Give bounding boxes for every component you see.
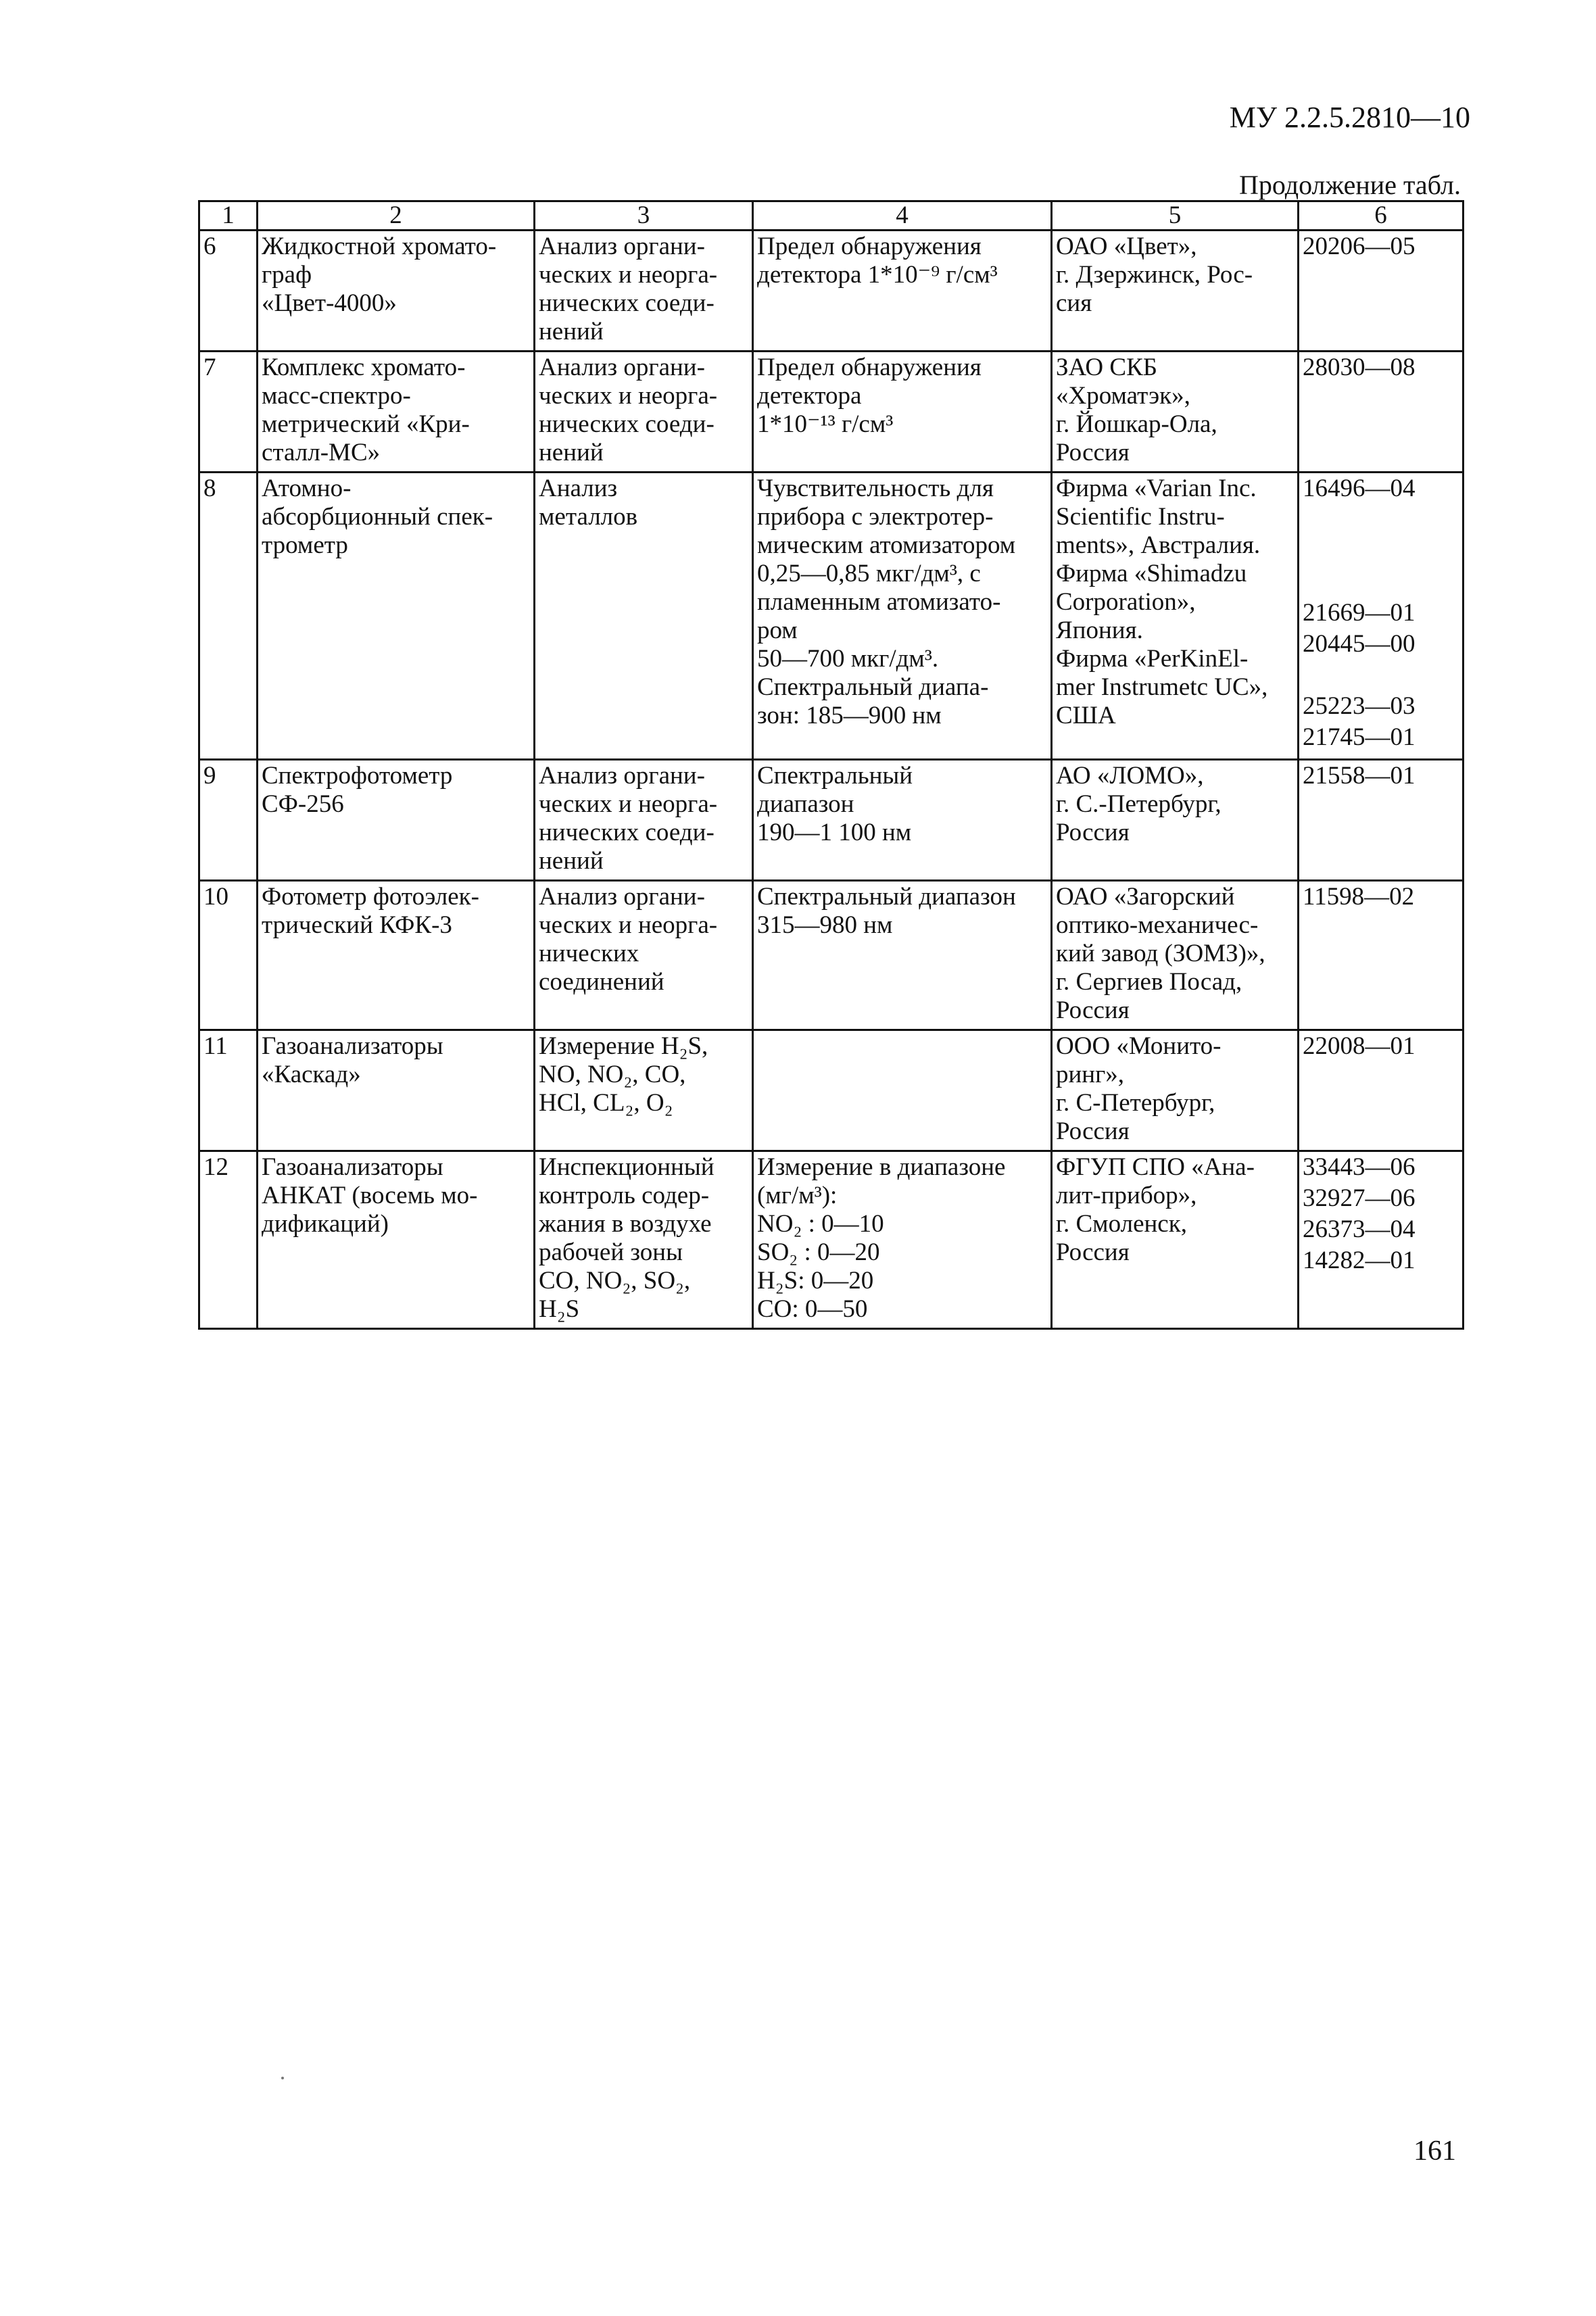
registration-number-cell bbox=[1299, 1030, 1464, 1151]
cell-line: ринг», bbox=[1056, 1061, 1125, 1088]
manufacturer-cell bbox=[1052, 1030, 1299, 1151]
cell-line: Предел обнаружения bbox=[757, 354, 982, 381]
cell-line: ments», Австралия. bbox=[1056, 531, 1261, 559]
table-row bbox=[199, 1151, 1464, 1329]
registration-number-cell bbox=[1299, 473, 1464, 760]
column-header: 1 bbox=[199, 201, 258, 231]
purpose-cell bbox=[535, 1030, 753, 1151]
cell-line: кий завод (ЗОМЗ)», bbox=[1056, 940, 1265, 967]
row-number-cell: 12 bbox=[199, 1151, 258, 1329]
cell-line: Фирма «PerKinEl- bbox=[1056, 645, 1249, 673]
cell-line: Инспекционный bbox=[539, 1153, 715, 1181]
cell-line: ОАО «Загорский bbox=[1056, 883, 1235, 911]
cell-line: г. Сергиев Посад, bbox=[1056, 968, 1242, 996]
registration-number-cell bbox=[1299, 881, 1464, 1030]
row-number-cell: 10 bbox=[199, 881, 258, 1030]
cell-line: Анализ органи- bbox=[539, 233, 705, 260]
cell-line bbox=[1303, 537, 1459, 565]
cell-line: абсорбционный спек- bbox=[262, 503, 493, 531]
cell-line: Измерение в диапазоне bbox=[757, 1153, 1006, 1181]
instrument-name-cell bbox=[258, 760, 535, 881]
cell-line: H₂S bbox=[539, 1295, 580, 1323]
cell-line: 20445—00 bbox=[1303, 630, 1416, 658]
cell-line: Жидкостной хромато- bbox=[262, 233, 497, 260]
cell-line: г. Йошкар-Ола, bbox=[1056, 410, 1217, 438]
cell-line: Предел обнаружения bbox=[757, 233, 982, 260]
row-number-cell: 8 bbox=[199, 473, 258, 760]
cell-line bbox=[1303, 506, 1459, 534]
cell-line: 33443—06 bbox=[1303, 1153, 1416, 1181]
document-code: МУ 2.2.5.2810—10 bbox=[1229, 101, 1470, 134]
cell-line: 0,25—0,85 мкг/дм³, с bbox=[757, 560, 981, 587]
cell-line: Анализ bbox=[539, 475, 618, 502]
cell-line: г. С.-Петербург, bbox=[1056, 790, 1222, 818]
registration-number-cell bbox=[1299, 231, 1464, 352]
cell-line: СФ-256 bbox=[262, 790, 344, 818]
specification-cell bbox=[753, 760, 1052, 881]
specification-cell bbox=[753, 881, 1052, 1030]
instrument-name-cell bbox=[258, 881, 535, 1030]
cell-line bbox=[1303, 568, 1459, 596]
instrument-name-cell bbox=[258, 1151, 535, 1329]
cell-line: пламенным атомизато- bbox=[757, 588, 1001, 616]
cell-line: Япония. bbox=[1056, 617, 1143, 644]
cell-line: 21745—01 bbox=[1303, 723, 1416, 751]
cell-line: граф bbox=[262, 261, 312, 289]
cell-line: детектора bbox=[757, 382, 862, 410]
cell-line: АНКАТ (восемь мо- bbox=[262, 1182, 478, 1209]
cell-line: Фирма «Shimadzu bbox=[1056, 560, 1247, 587]
manufacturer-cell bbox=[1052, 352, 1299, 473]
cell-line: Россия bbox=[1056, 819, 1130, 846]
table-continuation-label: Продолжение табл. bbox=[1239, 170, 1461, 200]
cell-line: 28030—08 bbox=[1303, 354, 1416, 381]
cell-line: нических соеди- bbox=[539, 410, 715, 438]
row-number-cell: 7 bbox=[199, 352, 258, 473]
cell-line: Анализ органи- bbox=[539, 354, 705, 381]
cell-line: сталл-МС» bbox=[262, 439, 381, 466]
cell-line: ФГУП СПО «Ана- bbox=[1056, 1153, 1255, 1181]
cell-line: HCl, CL₂, O₂ bbox=[539, 1089, 673, 1117]
cell-line: SO₂ : 0—20 bbox=[757, 1238, 880, 1266]
cell-line: дификаций) bbox=[262, 1210, 389, 1238]
cell-line: трометр bbox=[262, 531, 348, 559]
cell-line: нических соеди- bbox=[539, 289, 715, 317]
specification-cell bbox=[753, 1030, 1052, 1151]
cell-line: диапазон bbox=[757, 790, 854, 818]
cell-line: ЗАО СКБ bbox=[1056, 354, 1157, 381]
cell-line: (мг/м³): bbox=[757, 1182, 838, 1209]
cell-line: Россия bbox=[1056, 439, 1130, 466]
cell-line: Спектральный диапазон bbox=[757, 883, 1016, 911]
column-header: 6 bbox=[1299, 201, 1464, 231]
cell-line: нений bbox=[539, 847, 604, 875]
specification-cell bbox=[753, 352, 1052, 473]
instruments-table bbox=[198, 200, 1464, 1330]
column-header: 5 bbox=[1052, 201, 1299, 231]
cell-line: нических bbox=[539, 940, 639, 967]
cell-line: метрический «Кри- bbox=[262, 410, 470, 438]
cell-line: масс-спектро- bbox=[262, 382, 411, 410]
cell-line: прибора с электротер- bbox=[757, 503, 994, 531]
cell-line: mer Instrumetc UC», bbox=[1056, 673, 1268, 701]
cell-line: соединений bbox=[539, 968, 664, 996]
cell-line: Анализ органи- bbox=[539, 762, 705, 790]
cell-line: 32927—06 bbox=[1303, 1184, 1416, 1212]
purpose-cell bbox=[535, 760, 753, 881]
cell-line: ческих и неорга- bbox=[539, 261, 718, 289]
cell-line: рабочей зоны bbox=[539, 1238, 683, 1266]
cell-line: нений bbox=[539, 318, 604, 345]
cell-line: Corporation», bbox=[1056, 588, 1196, 616]
cell-line: 14282—01 bbox=[1303, 1247, 1416, 1274]
instrument-name-cell bbox=[258, 1030, 535, 1151]
cell-line: H₂S: 0—20 bbox=[757, 1267, 874, 1295]
cell-line: сия bbox=[1056, 289, 1092, 317]
table-row bbox=[199, 352, 1464, 473]
row-number-cell: 11 bbox=[199, 1030, 258, 1151]
cell-line: Газоанализаторы bbox=[262, 1032, 443, 1060]
cell-line: Scientific Instru- bbox=[1056, 503, 1225, 531]
cell-line: Фирма «Varian Inc. bbox=[1056, 475, 1257, 502]
cell-line: «Цвет-4000» bbox=[262, 289, 397, 317]
table-row bbox=[199, 231, 1464, 352]
table-row bbox=[199, 881, 1464, 1030]
cell-line: Россия bbox=[1056, 996, 1130, 1024]
cell-line: ческих и неорга- bbox=[539, 382, 718, 410]
cell-line: контроль содер- bbox=[539, 1182, 710, 1209]
cell-line: Анализ органи- bbox=[539, 883, 705, 911]
scan-speck bbox=[281, 2077, 284, 2079]
cell-line: Атомно- bbox=[262, 475, 352, 502]
cell-line: «Каскад» bbox=[262, 1061, 361, 1088]
cell-line: оптико-механичес- bbox=[1056, 911, 1259, 939]
cell-line: Россия bbox=[1056, 1238, 1130, 1266]
cell-line: Фотометр фотоэлек- bbox=[262, 883, 479, 911]
manufacturer-cell bbox=[1052, 1151, 1299, 1329]
specification-cell bbox=[753, 473, 1052, 760]
cell-line: Газоанализаторы bbox=[262, 1153, 443, 1181]
row-number-cell: 9 bbox=[199, 760, 258, 881]
manufacturer-cell bbox=[1052, 231, 1299, 352]
instrument-name-cell bbox=[258, 473, 535, 760]
cell-line: 16496—04 bbox=[1303, 475, 1416, 502]
cell-line: Спектральный диапа- bbox=[757, 673, 989, 701]
cell-line: г. С-Петербург, bbox=[1056, 1089, 1215, 1117]
column-header: 2 bbox=[258, 201, 535, 231]
column-header: 3 bbox=[535, 201, 753, 231]
page-number: 161 bbox=[1413, 2136, 1456, 2167]
cell-line: мическим атомизатором bbox=[757, 531, 1016, 559]
specification-cell bbox=[753, 231, 1052, 352]
cell-line: 190—1 100 нм bbox=[757, 819, 912, 846]
cell-line: США bbox=[1056, 702, 1116, 729]
cell-line: ческих и неорга- bbox=[539, 911, 718, 939]
cell-line: ОАО «Цвет», bbox=[1056, 233, 1197, 260]
cell-line: г. Смоленск, bbox=[1056, 1210, 1187, 1238]
cell-line: ООО «Монито- bbox=[1056, 1032, 1222, 1060]
cell-line: зон: 185—900 нм bbox=[757, 702, 942, 729]
specification-cell bbox=[753, 1151, 1052, 1329]
cell-line: 21669—01 bbox=[1303, 599, 1416, 627]
cell-line: 22008—01 bbox=[1303, 1032, 1416, 1060]
table-row bbox=[199, 473, 1464, 760]
cell-line: 11598—02 bbox=[1303, 883, 1415, 911]
cell-line: нических соеди- bbox=[539, 819, 715, 846]
cell-line: Чувствительность для bbox=[757, 475, 994, 502]
cell-line: CO: 0—50 bbox=[757, 1295, 868, 1323]
cell-line: ческих и неорга- bbox=[539, 790, 718, 818]
cell-line: г. Дзержинск, Рос- bbox=[1056, 261, 1253, 289]
cell-line: 26373—04 bbox=[1303, 1215, 1416, 1243]
cell-line: «Хроматэк», bbox=[1056, 382, 1190, 410]
manufacturer-cell bbox=[1052, 473, 1299, 760]
cell-line: нений bbox=[539, 439, 604, 466]
purpose-cell bbox=[535, 1151, 753, 1329]
cell-line: АО «ЛОМО», bbox=[1056, 762, 1204, 790]
purpose-cell bbox=[535, 352, 753, 473]
column-header: 4 bbox=[753, 201, 1052, 231]
cell-line: металлов bbox=[539, 503, 638, 531]
cell-line: трический КФК-3 bbox=[262, 911, 452, 939]
purpose-cell bbox=[535, 231, 753, 352]
instrument-name-cell bbox=[258, 352, 535, 473]
cell-line bbox=[1303, 661, 1459, 690]
registration-number-cell bbox=[1299, 760, 1464, 881]
cell-line: 20206—05 bbox=[1303, 233, 1416, 260]
cell-line: NO₂ : 0—10 bbox=[757, 1210, 884, 1238]
cell-line: ром bbox=[757, 617, 798, 644]
cell-line: 25223—03 bbox=[1303, 692, 1416, 720]
row-number-cell: 6 bbox=[199, 231, 258, 352]
table-row bbox=[199, 760, 1464, 881]
purpose-cell bbox=[535, 473, 753, 760]
cell-line: 50—700 мкг/дм³. bbox=[757, 645, 939, 673]
registration-number-cell bbox=[1299, 352, 1464, 473]
cell-line: Измерение H₂S, bbox=[539, 1032, 708, 1060]
cell-line: жания в воздухе bbox=[539, 1210, 712, 1238]
cell-line: 315—980 нм bbox=[757, 911, 893, 939]
manufacturer-cell bbox=[1052, 881, 1299, 1030]
manufacturer-cell bbox=[1052, 760, 1299, 881]
registration-number-cell bbox=[1299, 1151, 1464, 1329]
cell-line: Спектрофотометр bbox=[262, 762, 453, 790]
cell-line: Россия bbox=[1056, 1117, 1130, 1145]
cell-line: Спектральный bbox=[757, 762, 913, 790]
table-header-row bbox=[199, 201, 1464, 231]
cell-line: лит-прибор», bbox=[1056, 1182, 1197, 1209]
cell-line: 21558—01 bbox=[1303, 762, 1416, 790]
cell-line: NO, NO₂, CO, bbox=[539, 1061, 686, 1088]
purpose-cell bbox=[535, 881, 753, 1030]
cell-line: детектора 1*10⁻⁹ г/см³ bbox=[757, 261, 998, 289]
table-row bbox=[199, 1030, 1464, 1151]
cell-line: 1*10⁻¹³ г/см³ bbox=[757, 410, 894, 438]
cell-line: Комплекс хромато- bbox=[262, 354, 466, 381]
cell-line: CO, NO₂, SO₂, bbox=[539, 1267, 691, 1295]
instrument-name-cell bbox=[258, 231, 535, 352]
